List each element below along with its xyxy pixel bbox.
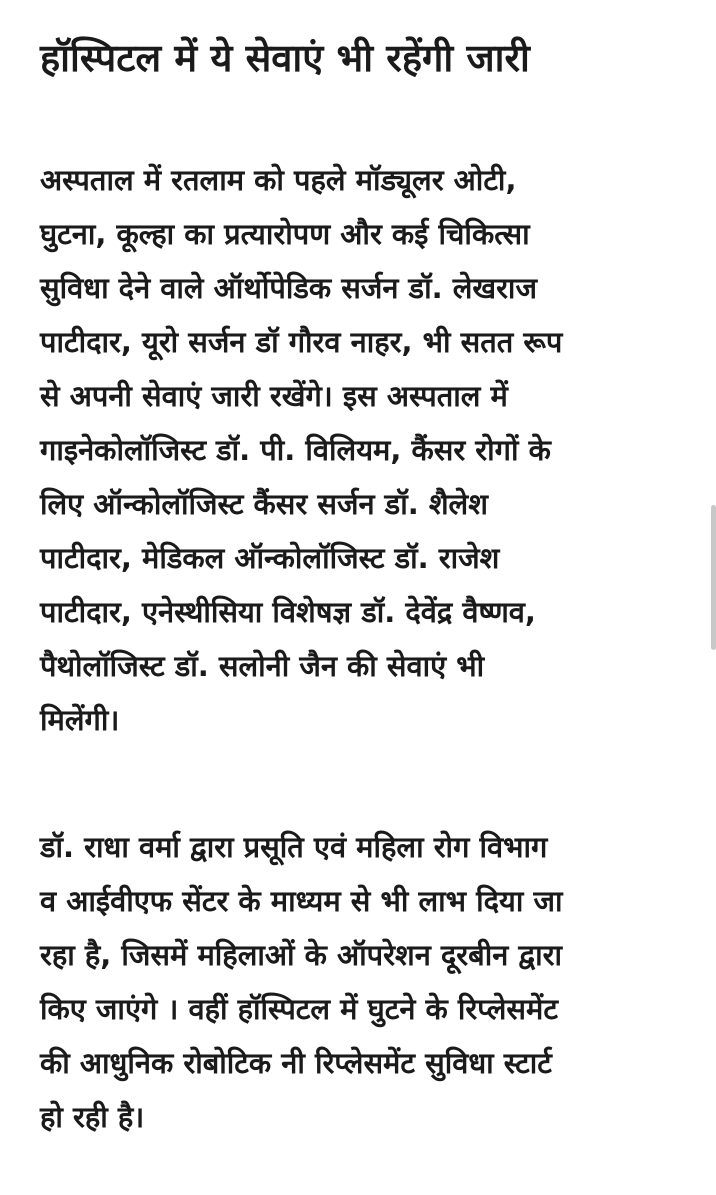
paragraph-line: से अपनी सेवाएं जारी रखेंगे। इस अस्पताल में: [40, 379, 508, 413]
paragraph-line: व आईवीएफ सेंटर के माध्यम से भी लाभ दिया जा: [40, 884, 563, 918]
paragraph-line: मिलेंगी।: [40, 703, 120, 737]
paragraph-line: रहा है, जिसमें महिलाओं के ऑपरेशन दूरबीन द्वारा: [40, 938, 562, 972]
paragraph-line: अस्पताल में रतलाम को पहले मॉड्यूलर ओटी,: [40, 163, 517, 197]
scrollbar-thumb[interactable]: [711, 505, 716, 650]
paragraph-line: गाइनेकोलॉजिस्ट डॉ. पी. विलियम, कैंसर रोगों के: [40, 433, 551, 467]
article-paragraph-1: [40, 153, 690, 747]
paragraph-line: सुविधा देने वाले ऑर्थोपेडिक सर्जन डॉ. लेखराज: [40, 271, 537, 305]
paragraph-line: पाटीदार, मेडिकल ऑन्कोलॉजिस्ट डॉ. राजेश: [40, 541, 500, 575]
paragraph-line: घुटना, कूल्हा का प्रत्यारोपण और कई चिकित्सा: [40, 217, 530, 251]
paragraph-line: की आधुनिक रोबोटिक नी रिप्लेसमेंट सुविधा स्टार्ट: [40, 1046, 552, 1080]
paragraph-line: लिए ऑन्कोलॉजिस्ट कैंसर सर्जन डॉ. शैलेश: [40, 487, 488, 521]
paragraph-line: पाटीदार, एनेस्थीसिया विशेषज्ञ डॉ. देवेंद्र वैष्णव,: [40, 595, 536, 629]
paragraph-line: डॉ. राधा वर्मा द्वारा प्रसूति एवं महिला रोग विभाग: [40, 830, 548, 864]
article-paragraph-2: [40, 820, 690, 1144]
article-heading: हॉस्पिटल में ये सेवाएं भी रहेंगी जारी: [40, 36, 530, 80]
paragraph-line: पाटीदार, यूरो सर्जन डॉ गौरव नाहर, भी सतत रूप: [40, 325, 563, 359]
paragraph-line: पैथोलॉजिस्ट डॉ. सलोनी जैन की सेवाएं भी: [40, 649, 485, 683]
paragraph-line: किए जाएंगे । वहीं हॉस्पिटल में घुटने के रिप्लेसमेंट: [40, 992, 558, 1026]
paragraph-line: हो रही है।: [40, 1100, 145, 1134]
